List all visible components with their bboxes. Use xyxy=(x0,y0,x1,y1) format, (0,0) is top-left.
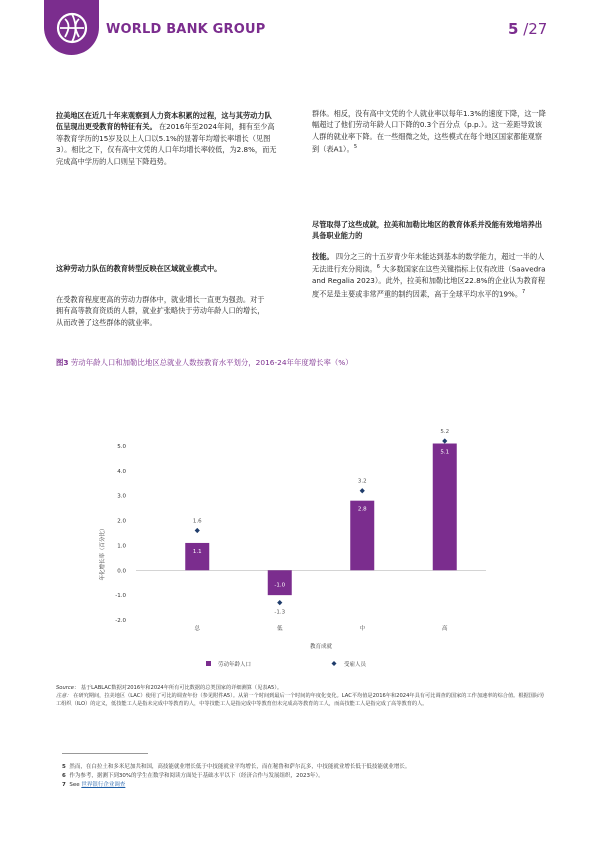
left-p1-bold: 拉美地区在近几十年来观察到人力资本积累的过程，这与其劳动力队伍呈现出更受教育的特征有关。 xyxy=(56,111,272,132)
y-axis-ticks xyxy=(115,444,126,624)
legend xyxy=(206,660,367,668)
globe-icon xyxy=(55,11,89,45)
y-tick-label: 3.0 xyxy=(117,493,126,500)
footnotes xyxy=(62,763,552,790)
note-label: 注意： xyxy=(56,693,72,699)
bar xyxy=(433,444,457,571)
y-axis-label: 年化增长率（百分比） xyxy=(100,525,106,581)
page-total: /27 xyxy=(518,20,548,38)
x-axis-ticks xyxy=(194,624,448,632)
footnote-link[interactable]: 世界银行企业调查 xyxy=(81,782,126,788)
right-heading-text: 尽管取得了这些成就，拉美和加勒比地区的教育体系并没能有效地培养出具备职业能力的 xyxy=(312,220,543,241)
y-tick-label: 1.0 xyxy=(117,543,126,550)
marker-data-label: 5.2 xyxy=(440,429,450,436)
left-paragraph-2 xyxy=(56,263,278,274)
footnote-divider xyxy=(62,753,148,754)
right-paragraph-1 xyxy=(312,108,548,155)
source-label: Source xyxy=(56,685,74,691)
legend-bar-swatch xyxy=(206,661,211,666)
page-number xyxy=(508,20,547,38)
marker-data-label: 3.2 xyxy=(357,478,367,485)
world-bank-logo xyxy=(44,0,99,55)
footnote-text: See xyxy=(69,782,80,788)
y-tick-label: 4.0 xyxy=(117,468,126,475)
legend-marker-label: 受雇人员 xyxy=(344,662,367,668)
figure-title-text: 劳动年龄人口和加勒比地区总就业人数按教育水平划分，2016-24年年度增长率（%） xyxy=(70,358,353,367)
bar-chart xyxy=(56,372,516,682)
footnote-ref-6[interactable]: 6 xyxy=(376,264,380,271)
left-p2-bold: 这种劳动力队伍的教育转型反映在区域就业模式中。 xyxy=(56,264,222,273)
footnote-5 xyxy=(62,763,552,772)
bar-data-label: 1.1 xyxy=(192,548,202,555)
marker-point xyxy=(442,438,447,443)
footnote-ref-5[interactable]: 5 xyxy=(353,144,358,151)
right-p1-text: 群体。相反，没有高中文凭的个人就业率以每年1.3%的速度下降，这一降幅超过了他们劳动年龄人口下降的0.3个百分点（p.p.）。这一差距导致该人群的就业率下降。在一些细微之处，这些模式在每个地区国家都能观察到（表A1）。 xyxy=(312,109,546,154)
right-p2-cont: 大多数国家在这些关键指标上仅有改进（Saavedra and Regalia 2023）。此外，拉美和加勒比地区22.8%的企业认为教育程度不足是主要或非常严重的制约因素，高于全球平均水平的19%。 xyxy=(312,264,546,298)
footnote-7 xyxy=(62,781,552,790)
x-tick-label: 低 xyxy=(276,626,283,632)
bar-data-label: -1.0 xyxy=(274,582,286,589)
right-paragraph-2 xyxy=(312,251,548,299)
y-tick-label: -2.0 xyxy=(115,618,126,624)
right-p2-text: 四分之三的十五岁青少年未能达到基本的数学能力，超过一半的人无法进行充分阅读。 xyxy=(312,252,545,274)
y-tick-label: 2.0 xyxy=(117,518,126,525)
marker-data-label: 1.6 xyxy=(192,518,202,525)
legend-marker-swatch xyxy=(332,661,337,666)
page-current: 5 xyxy=(508,20,519,38)
figure-label: 图3 xyxy=(56,358,69,367)
y-tick-label: 0.0 xyxy=(117,568,126,575)
right-p2-bold: 技能。 xyxy=(312,252,334,261)
bar-data-label: 5.1 xyxy=(440,449,450,456)
footnote-text: 作为参考，据测下到30%的学生在数学和阅读方面处于基础水平以下（经济合作与发展组织，2023年）。 xyxy=(69,773,324,779)
x-tick-label: 总 xyxy=(194,626,201,632)
marker-point xyxy=(195,528,200,533)
footnote-ref-7[interactable]: 7 xyxy=(522,288,526,295)
marker-data-label: -1.3 xyxy=(274,609,286,616)
footnote-text: 然而，在白拉土和多米尼加共和国，高技能就业增长低于中技能就业平均增长，而在秘鲁和萨尔瓦多，中技能就业增长低于低技能就业增长。 xyxy=(69,764,411,770)
x-tick-label: 中 xyxy=(359,626,366,632)
y-tick-label: 5.0 xyxy=(117,444,126,450)
footnote-6 xyxy=(62,772,552,781)
bar xyxy=(185,543,209,570)
left-paragraph-1 xyxy=(56,110,278,167)
footnote-number: 6 xyxy=(62,773,66,779)
source-text: 基于LABLAC数据对2016年和2024年所有可比数据的总类国家的详细测算（见表A5）。 xyxy=(80,685,283,691)
x-axis-label: 教育成就 xyxy=(309,644,333,650)
left-p1-text: 在2016年至2024年间，拥有至少高等教育学历的15岁及以上人口以5.1%的显著年均增长率增长（见图3）。相比之下，仅有高中文凭的人口年均增长率较低，为2.8%，而无完成高中学历的人口则呈下降趋势。 xyxy=(56,122,277,166)
footnote-number: 7 xyxy=(62,782,66,788)
right-heading xyxy=(312,219,548,242)
brand-name: WORLD BANK GROUP xyxy=(106,22,266,37)
note-text: 在研究期间，拉美地区（LAC）使用了可比的调查年份（参见附件A5）。从第一个时间到最后一个时间的年度化变化。LAC平均值是2016年和2024年具有可比调查的国家的工作加速率的综合值。根据国际劳工组织（ILO）的定义，低技能工人是指未完成中等教育的人，中等技能工人是指完成中等教育但未完成高等教育的工人，而高技能工人是指完成了高等教育的人。 xyxy=(56,693,545,707)
marker-point xyxy=(277,600,282,605)
figure-title xyxy=(56,357,353,368)
x-tick-label: 高 xyxy=(441,626,448,632)
left-paragraph-3 xyxy=(56,294,268,328)
bar-data-label: 2.8 xyxy=(357,506,367,513)
y-tick-label: -1.0 xyxy=(115,593,126,600)
marker-series xyxy=(193,429,449,616)
left-p3-text: 在受教育程度更高的劳动力群体中，就业增长一直更为强劲。对于拥有高等教育资质的人群，就业扩张略快于劳动年龄人口的增长，从而改善了这些群体的就业率。 xyxy=(56,295,265,327)
source-note: Source： 基于LABLAC数据对2016年和2024年所有可比数据的总类国家的详细测算（见表A5）。 注意： 在研究期间，拉美地区（LAC）使用了可比的调查年份（参见附件A5）。从第一个时间到最后一个时间的年度化变化。LAC平均值是2016年和2024年具有可比调查的国家的工作加速率的综合值。根据国际劳工组织（ILO）的定义，低技能工人是指未完成中等教育的人，中等技能工人是指完成中等教育但未完成高等教育的工人，而高技能工人是指完成了高等教育的人。 xyxy=(56,685,545,707)
footnote-number: 5 xyxy=(62,764,66,770)
marker-point xyxy=(360,488,365,493)
bar-series xyxy=(185,444,457,596)
legend-bar-label: 劳动年龄人口 xyxy=(218,662,252,668)
